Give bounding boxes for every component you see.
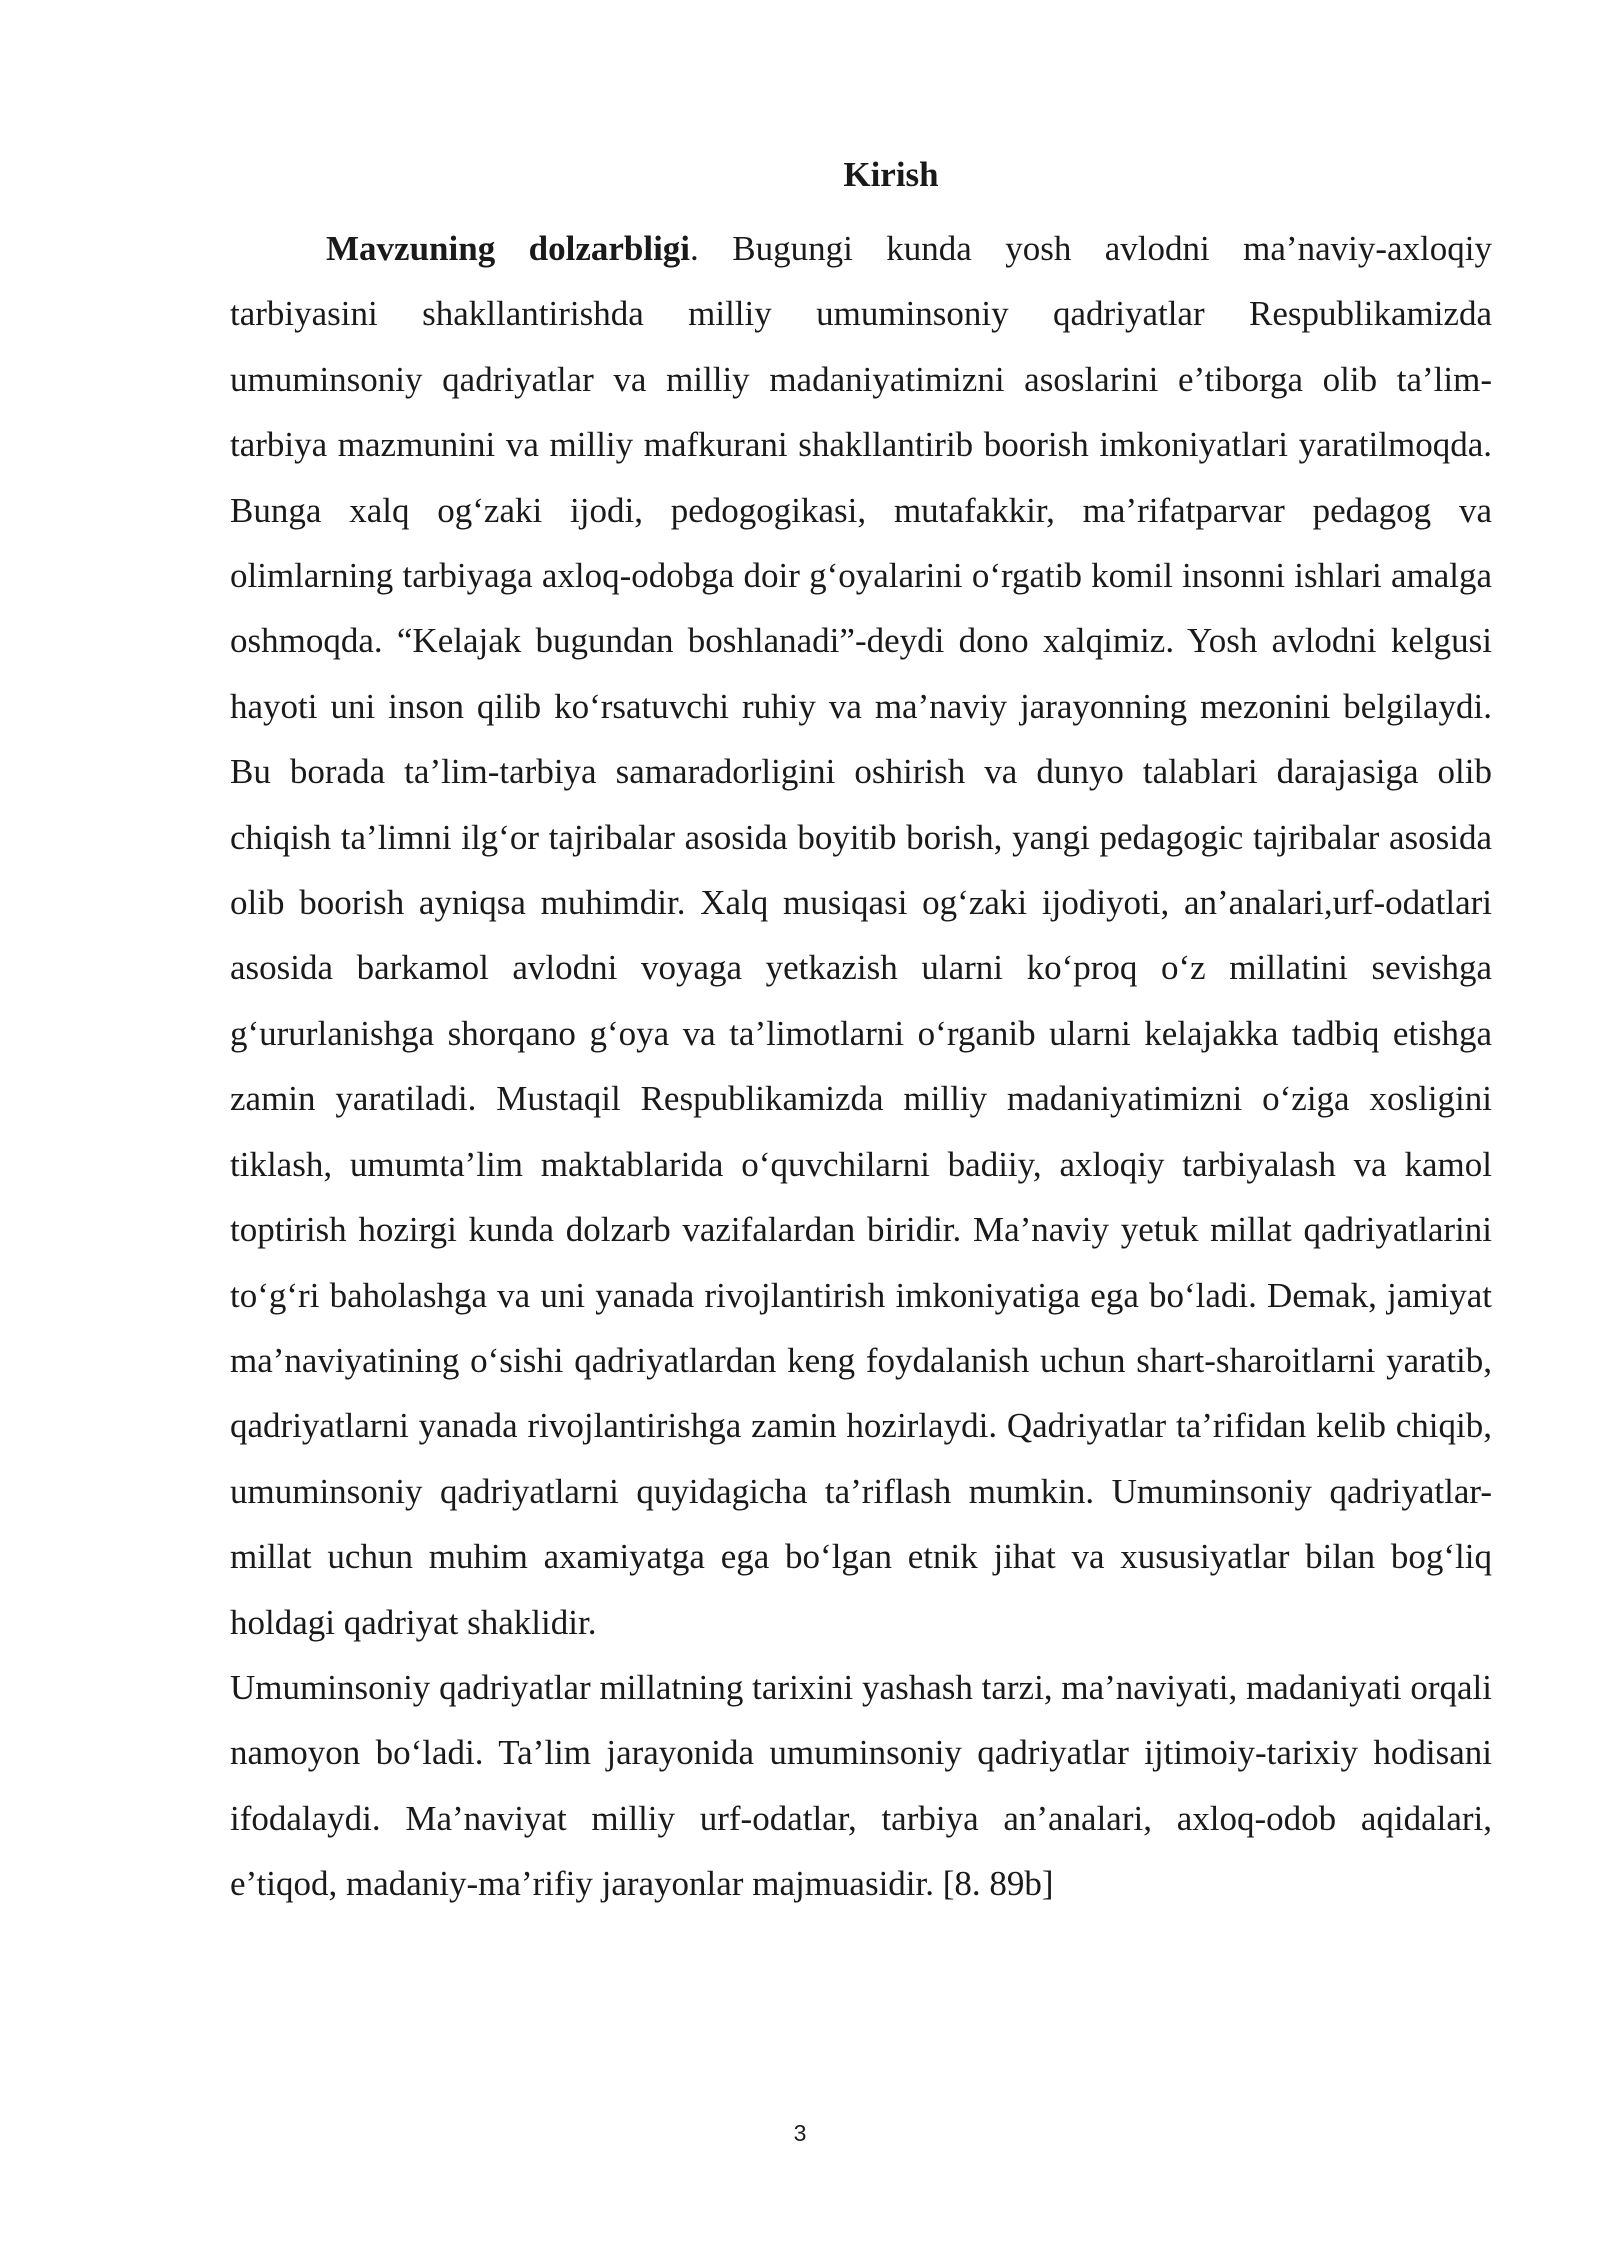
paragraph-body: Bugungi kunda yosh avlodni ma’naviy-axloqiy tarbiyasini shakllantirishda milliy umuminsoniy qadriyatlar Respublikamizda umuminsoniy qadriyatlar va milliy madaniyatimizni asoslarini e’tiborga olib ta’lim-tarbiya mazmunini va milliy mafkurani shakllantirib boorish imkoniyatlari yaratilmoqda. Bunga xalq og‘zaki ijodi, pedogogikasi, mutafakkir, ma’rifatparvar pedagog va olimlarning tarbiyaga axloq-odobga doir g‘oyalarini o‘rgatib komil insonni ishlari amalga oshmoqda. “Kelajak bugundan boshlanadi”-deydi dono xalqimiz. Yosh avlodni kelgusi hayoti uni inson qilib ko‘rsatuvchi ruhiy va ma’naviy jarayonning mezonini belgilaydi. Bu borada ta’lim-tarbiya samaradorligini oshirish va dunyo talablari darajasiga olib chiqish ta’limni ilg‘or tajribalar asosida boyitib borish, yangi pedagogic tajribalar asosida olib boorish ayniqsa muhimdir. Xalq musiqasi og‘zaki ijodiyoti, an’analari,urf-odatlari asosida barkamol avlodni voyaga yetkazish ularni ko‘proq o‘z millatini sevishga g‘ururlanishga shorqano g‘oya va ta’limotlarni o‘rganib ularni kelajakka tadbiq etishga zamin yaratiladi. Mustaqil Respublikamizda milliy madaniyatimizni o‘ziga xosligini tiklash, umumta’lim maktablarida o‘quvchilarni badiiy, axloqiy tarbiyalash va kamol toptirish hozirgi kunda dolzarb vazifalardan biridir. Ma’naviy yetuk millat qadriyatlarini to‘g‘ri baholashga va uni yanada rivojlantirish imkoniyatiga ega bo‘ladi. Demak, jamiyat ma’naviyatining o‘sishi qadriyatlardan keng foydalanish uchun shart-sharoitlarni yaratib, qadriyatlarni yanada rivojlantirishga zamin hozirlaydi. Qadriyatlar ta’rifidan kelib chiqib, umuminsoniy qadriyatlarni quyidagicha ta’riflash mumkin. Umuminsoniy qadriyatlar-millat uchun muhim axamiyatga ega bo‘lgan etnik jihat va xususiyatlar bilan bog‘liq holdagi qadriyat shaklidir. — [230, 229, 1492, 1642]
page-content — [230, 150, 1492, 1917]
paragraph-universal-values: Umuminsoniy qadriyatlar millatning tarixini yashash tarzi, ma’naviyati, madaniyati orqali namoyon bo‘ladi. Ta’lim jarayonida umuminsoniy qadriyatlar ijtimoiy-tarixiy hodisani ifodalaydi. Ma’naviyat milliy urf-odatlar, tarbiya an’analari, axloq-odob aqidalari, e’tiqod, madaniy-ma’rifiy jarayonlar majmuasidir. [8. 89b] — [230, 1667, 1492, 1904]
section-heading: Kirish — [843, 155, 939, 194]
lead-punctuation: . — [690, 229, 699, 268]
paragraph-lead-term: Mavzuning dolzarbligi — [326, 229, 691, 268]
paragraph-relevance — [230, 216, 1492, 1655]
page-number: 3 — [793, 2120, 807, 2146]
